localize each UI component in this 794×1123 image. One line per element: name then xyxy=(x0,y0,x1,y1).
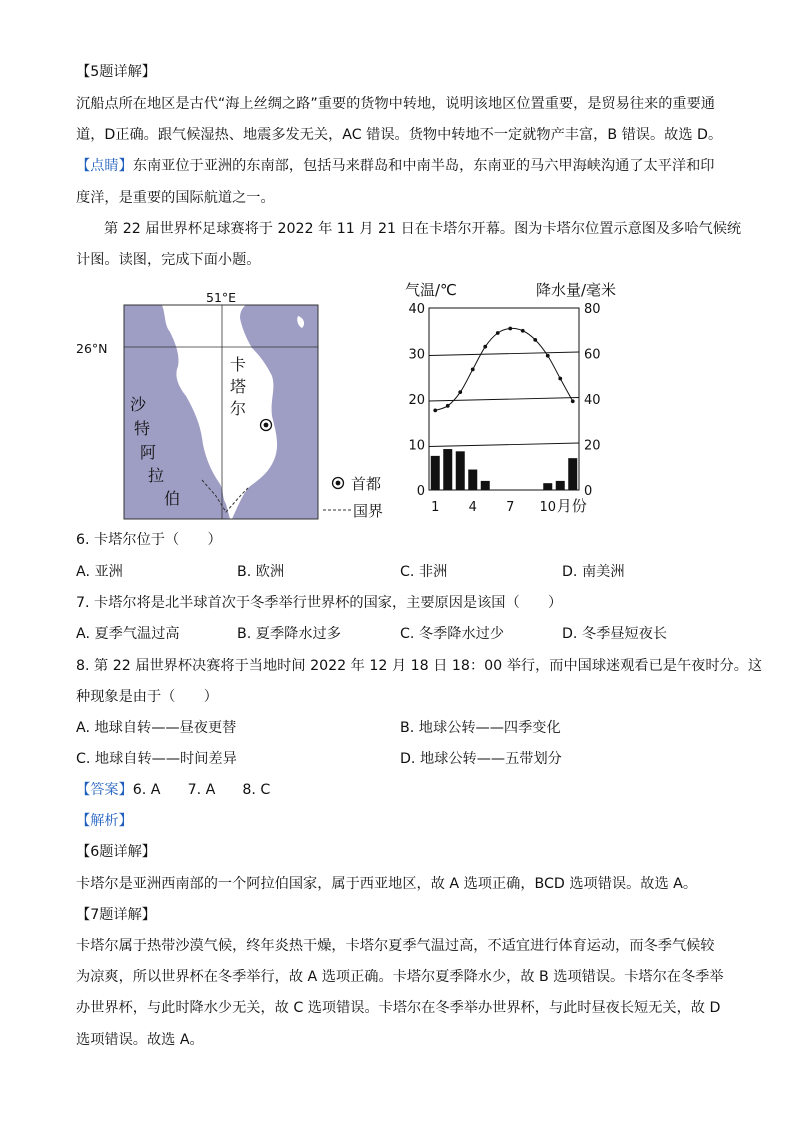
saudi-char-3: 阿 xyxy=(140,443,157,462)
gridline-1 xyxy=(429,443,579,447)
temp-point-month-3 xyxy=(458,390,462,394)
precip-bar-month-4 xyxy=(468,470,477,490)
temp-point-month-6 xyxy=(496,331,500,335)
legend-border-label: 国界 xyxy=(353,502,384,520)
precip-tick-80: 80 xyxy=(584,302,601,317)
answer-text: 6. A 7. A 8. C xyxy=(132,782,271,798)
legend-capital-label: 首都 xyxy=(351,475,382,493)
answer-label: 【答案】 xyxy=(76,782,133,798)
temp-tick-10: 10 xyxy=(408,438,425,454)
qatar-char-3: 尔 xyxy=(230,399,247,418)
temp-point-month-7 xyxy=(508,327,512,331)
month-tick-1: 1 xyxy=(431,500,440,515)
s5-header: 【5题详解】 xyxy=(76,64,156,80)
temp-tick-0: 0 xyxy=(416,484,425,499)
s7-paragraph-line-3: 办世界杯，与此时降水少无关，故 C 选项错误。卡塔尔在冬季举办世界杯，与此时昼夜长短无关，故 D xyxy=(76,1000,721,1016)
s7-header: 【7题详解】 xyxy=(76,907,156,923)
question-8-stem-line-1: 8. 第 22 届世界杯决赛将于当地时间 2022 年 12 月 18 日 18：00 举行，而中国球迷观看已是午夜时分。这 xyxy=(76,658,763,674)
doha-climate-chart xyxy=(400,276,630,522)
tip-line-1 xyxy=(76,156,714,176)
precip-tick-20: 20 xyxy=(584,438,601,454)
temp-tick-20: 20 xyxy=(408,393,425,408)
tip-label: 【点睛】 xyxy=(76,158,133,174)
q8-option-c[interactable]: C. 地球自转——时间差异 xyxy=(76,751,237,767)
temp-point-month-9 xyxy=(533,338,537,342)
temp-tick-30: 30 xyxy=(408,347,425,363)
q6-option-b[interactable]: B. 欧洲 xyxy=(237,564,285,580)
temp-point-month-4 xyxy=(471,368,475,372)
temp-point-month-5 xyxy=(483,345,487,349)
q7-option-c[interactable]: C. 冬季降水过少 xyxy=(400,626,505,642)
temp-point-month-8 xyxy=(521,329,525,333)
analysis-label: 【解析】 xyxy=(76,813,133,829)
qatar-char-1: 卡 xyxy=(230,355,247,374)
s7-paragraph-line-1: 卡塔尔属于热带沙漠气候，终年炎热干燥，卡塔尔夏季气温过高，不适宜进行体育运动，而冬季气候较 xyxy=(76,938,715,954)
q6-option-d[interactable]: D. 南美洲 xyxy=(562,564,625,580)
precip-bar-month-5 xyxy=(481,481,490,490)
precip-tick-60: 60 xyxy=(584,347,601,363)
temp-point-month-12 xyxy=(571,399,575,403)
tip-text: 东南亚位于亚洲的东南部，包括马来群岛和中南半岛，东南亚的马六甲海峡沟通了太平洋和印 xyxy=(132,158,715,174)
temp-point-month-11 xyxy=(558,377,562,381)
tip-line-2: 度洋，是重要的国际航道之一。 xyxy=(76,190,275,206)
s7-paragraph-line-2: 为凉爽，所以世界杯在冬季举行，故 A 选项正确。卡塔尔夏季降水少，故 B 选项错误。卡塔尔在冬季举 xyxy=(76,969,724,985)
question-7-stem: 7. 卡塔尔将是北半球首次于冬季举行世界杯的国家，主要原因是该国（ ） xyxy=(76,595,563,611)
precipitation-axis-label: 降水量/毫米 xyxy=(536,281,617,299)
saudi-char-4: 拉 xyxy=(148,466,165,485)
saudi-char-1: 沙 xyxy=(130,395,147,414)
qatar-location-map xyxy=(70,284,395,524)
precip-bar-month-12 xyxy=(568,458,577,490)
precip-bar-month-2 xyxy=(443,449,452,490)
s7-paragraph-line-4: 选项错误。故选 A。 xyxy=(76,1032,204,1048)
q6-option-a[interactable]: A. 亚洲 xyxy=(76,564,123,580)
gridline-2 xyxy=(429,398,579,402)
answer-line xyxy=(76,780,270,800)
q8-option-d[interactable]: D. 地球公转——五带划分 xyxy=(400,751,562,767)
intro-line-2: 计图。读图，完成下面小题。 xyxy=(76,252,261,268)
temp-point-month-10 xyxy=(546,354,550,358)
temp-tick-40: 40 xyxy=(408,302,425,317)
longitude-label: 51°E xyxy=(206,290,237,305)
q7-option-a[interactable]: A. 夏季气温过高 xyxy=(76,626,180,642)
intro-line-1: 第 22 届世界杯足球赛将于 2022 年 11 月 21 日在卡塔尔开幕。图为卡塔尔位置示意图及多哈气候统 xyxy=(104,221,742,237)
month-tick-7: 7 xyxy=(506,500,515,515)
latitude-label: 26°N xyxy=(76,341,108,356)
month-tick-10: 10 xyxy=(539,500,557,515)
month-tick-4: 4 xyxy=(468,500,477,515)
qatar-char-2: 塔 xyxy=(230,377,247,396)
precip-bar-month-3 xyxy=(456,451,465,490)
gridline-3 xyxy=(429,352,579,356)
saudi-char-5: 伯 xyxy=(164,489,181,508)
q6-option-c[interactable]: C. 非洲 xyxy=(400,564,448,580)
month-unit-label: 月份 xyxy=(556,497,587,515)
precip-tick-40: 40 xyxy=(584,393,601,408)
temperature-axis-label: 气温/℃ xyxy=(405,281,457,299)
temp-point-month-1 xyxy=(433,408,437,412)
saudi-char-2: 特 xyxy=(134,419,151,438)
qatar-label xyxy=(230,355,246,418)
precip-bar-month-1 xyxy=(431,456,440,490)
temp-point-month-2 xyxy=(446,404,450,408)
q7-option-d[interactable]: D. 冬季昼短夜长 xyxy=(562,626,668,642)
s5-paragraph-line-2: 道，D正确。跟气候湿热、地震多发无关，AC 错误。货物中转地不一定就物产丰富，B 错误。故选 D。 xyxy=(76,127,723,143)
s6-header: 【6题详解】 xyxy=(76,844,156,860)
s6-paragraph: 卡塔尔是亚洲西南部的一个阿拉伯国家，属于西亚地区，故 A 选项正确，BCD 选项错误。故选 A。 xyxy=(76,876,698,892)
question-8-stem-line-2: 种现象是由于（ ） xyxy=(76,689,218,705)
q8-option-b[interactable]: B. 地球公转——四季变化 xyxy=(400,720,561,736)
precip-tick-0: 0 xyxy=(584,484,593,499)
precip-bar-month-10 xyxy=(543,483,552,490)
question-6-stem: 6. 卡塔尔位于（ ） xyxy=(76,532,222,548)
q8-option-a[interactable]: A. 地球自转——昼夜更替 xyxy=(76,720,237,736)
s5-paragraph-line-1: 沉船点所在地区是古代“海上丝绸之路”重要的货物中转地，说明该地区位置重要，是贸易往来的重要通 xyxy=(76,96,715,112)
precip-bar-month-11 xyxy=(556,481,565,490)
q7-option-b[interactable]: B. 夏季降水过多 xyxy=(237,626,341,642)
